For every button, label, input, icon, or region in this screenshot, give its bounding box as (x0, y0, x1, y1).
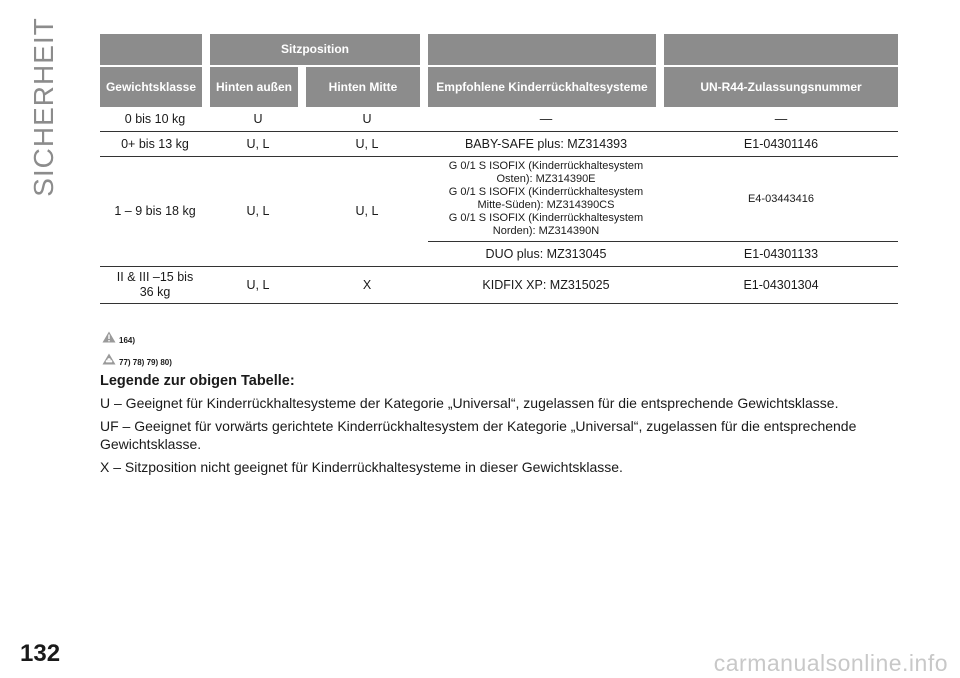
cell-approval: E4-03443416 (664, 157, 898, 242)
cell-weight: 1 – 9 bis 18 kg (100, 157, 210, 267)
cell-middle: U (306, 107, 428, 132)
warning-note (102, 330, 172, 344)
table-row (100, 267, 898, 304)
page-number: 132 (20, 640, 61, 667)
cell-system-isofix (428, 157, 664, 242)
header-seat-position: Sitzposition (210, 34, 428, 65)
warning-refs: 164) (119, 335, 136, 345)
cell-system: — (428, 107, 664, 132)
cell-outer: U (210, 107, 306, 132)
header-blank-systems (428, 34, 664, 65)
cell-line: Mitte-Süden): MZ314390CS (477, 199, 615, 211)
header-blank-approval (664, 34, 898, 65)
cell-approval: E1-04301304 (664, 267, 898, 304)
cell-middle: U, L (306, 132, 428, 157)
caution-note (102, 352, 172, 366)
cell-weight: 0 bis 10 kg (100, 107, 210, 132)
legend (100, 372, 900, 481)
header-rear-outer: Hinten außen (210, 65, 306, 107)
cell-outer: U, L (210, 157, 306, 267)
cell-line: Norden): MZ314390N (492, 225, 600, 237)
cell-outer: U, L (210, 267, 306, 304)
section-label (24, 17, 64, 197)
cell-line: G 0/1 S ISOFIX (Kinderrückhaltesystem (448, 160, 644, 172)
legend-item-uf: UF – Geeignet für vorwärts gerichtete Kinderrückhaltesystem der Kategorie „Universal“, zugelassen für die entsprechende Gewichtsklasse. (100, 418, 857, 452)
reference-notes (102, 330, 172, 374)
cell-approval: — (664, 107, 898, 132)
cell-weight: 0+ bis 13 kg (100, 132, 210, 157)
cell-middle: U, L (306, 157, 428, 267)
header-weight-class: Gewichtsklasse (100, 65, 210, 107)
table-row (100, 107, 898, 132)
cell-outer: U, L (210, 132, 306, 157)
cell-weight (100, 267, 210, 304)
legend-item-u: U – Geeignet für Kinderrückhaltesysteme der Kategorie „Universal“, zugelassen für die entsprechende Gewichtsklasse. (100, 395, 839, 411)
cell-middle: X (306, 267, 428, 304)
header-recommended-systems: Empfohlene Kinderrückhaltesysteme (428, 65, 664, 107)
header-blank-weight (100, 34, 210, 65)
cell-approval: E1-04301133 (664, 242, 898, 267)
cell-line: II & III –15 bis (116, 270, 194, 284)
table-row (100, 157, 898, 242)
legend-item-x: X – Sitzposition nicht geeignet für Kinderrückhaltesysteme in dieser Gewichtsklasse. (100, 459, 623, 475)
cell-system: BABY-SAFE plus: MZ314393 (428, 132, 664, 157)
cell-system: DUO plus: MZ313045 (428, 242, 664, 267)
caution-refs: 77) 78) 79) 80) (119, 357, 172, 367)
header-rear-middle: Hinten Mitte (306, 65, 428, 107)
cell-line: G 0/1 S ISOFIX (Kinderrückhaltesystem (448, 212, 644, 224)
cell-line: 36 kg (139, 285, 171, 299)
table-header-row-bottom (100, 65, 898, 107)
car-caution-icon (102, 353, 116, 365)
cell-approval: E1-04301146 (664, 132, 898, 157)
table-row (100, 132, 898, 157)
child-seat-table (100, 34, 898, 304)
warning-triangle-icon (102, 331, 116, 343)
legend-title: Legende zur obigen Tabelle: (100, 373, 295, 389)
cell-system: KIDFIX XP: MZ315025 (428, 267, 664, 304)
cell-line: G 0/1 S ISOFIX (Kinderrückhaltesystem (448, 186, 644, 198)
table-header-row-top (100, 34, 898, 65)
watermark: carmanualsonline.info (713, 650, 948, 676)
header-approval-number: UN-R44-Zulassungsnummer (664, 65, 898, 107)
section-label-text: SICHERHEIT (28, 17, 59, 197)
cell-line: Osten): MZ314390E (496, 173, 596, 185)
